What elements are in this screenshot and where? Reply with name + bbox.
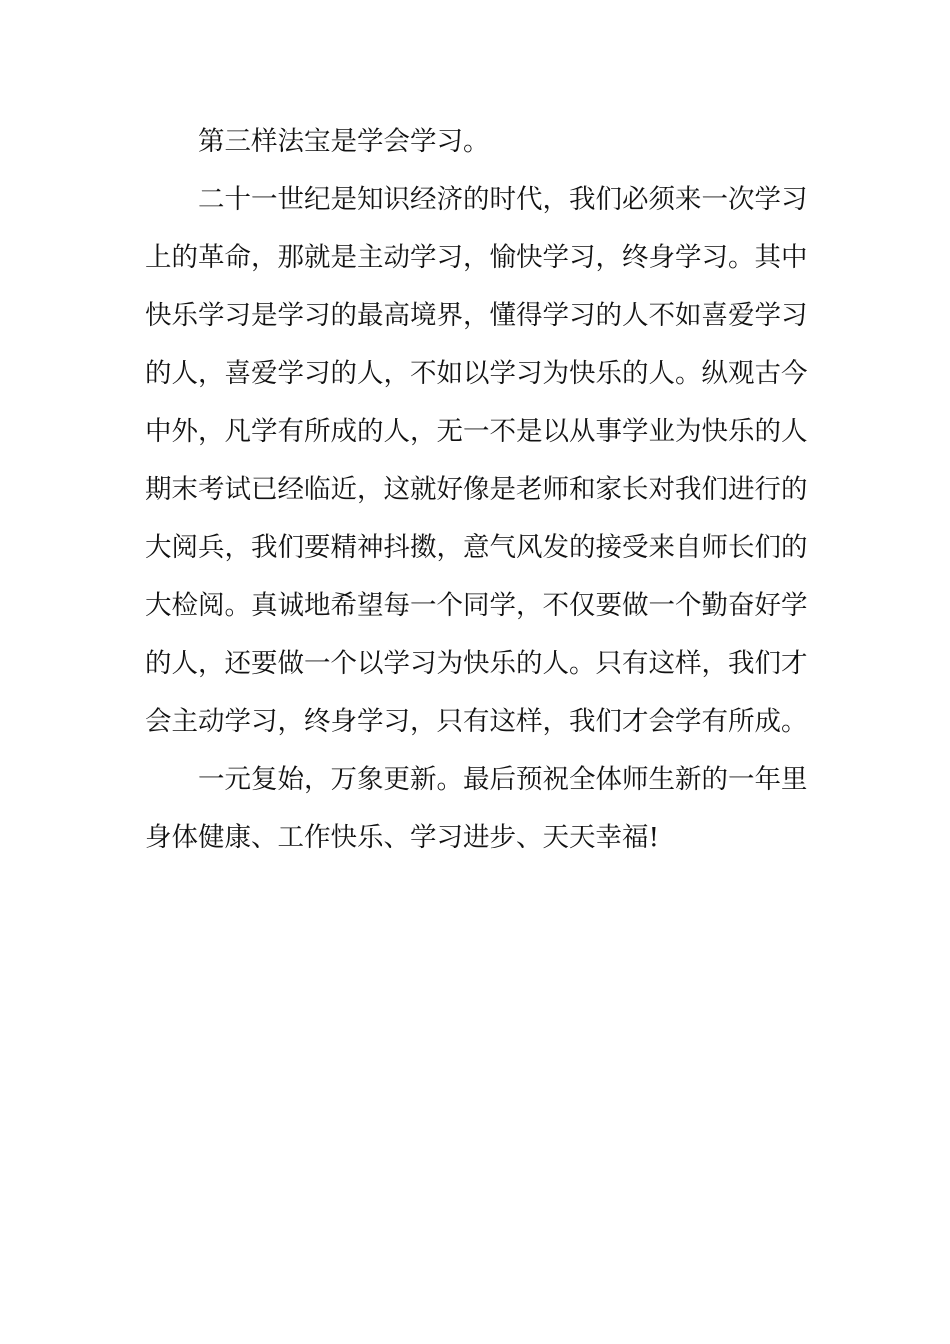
document-body <box>145 113 810 867</box>
text-line: 二十一世纪是知识经济的时代，我们必须来一次学习 <box>198 184 808 215</box>
text-line: 一元复始，万象更新。最后预祝全体师生新的一年里 <box>198 764 808 795</box>
text-line: 第三样法宝是学会学习。 <box>198 126 490 157</box>
paragraph-3 <box>145 751 810 867</box>
paragraph-1 <box>145 113 810 171</box>
text-line: 大检阅。真诚地希望每一个同学，不仅要做一个勤奋好学 <box>145 590 808 621</box>
paragraph-2 <box>145 171 810 751</box>
text-line: 上的革命，那就是主动学习，愉快学习，终身学习。其中 <box>145 242 808 273</box>
text-line: 期末考试已经临近，这就好像是老师和家长对我们进行的 <box>145 474 808 505</box>
text-line: 身体健康、工作快乐、学习进步、天天幸福! <box>145 822 660 853</box>
text-line: 的人，喜爱学习的人，不如以学习为快乐的人。纵观古今 <box>145 358 808 389</box>
text-line: 大阅兵，我们要精神抖擞，意气风发的接受来自师长们的 <box>145 532 808 563</box>
text-line: 的人，还要做一个以学习为快乐的人。只有这样，我们才 <box>145 648 808 679</box>
text-line: 中外，凡学有所成的人，无一不是以从事学业为快乐的人 <box>145 416 808 447</box>
text-line: 快乐学习是学习的最高境界，懂得学习的人不如喜爱学习 <box>145 300 808 331</box>
text-line: 会主动学习，终身学习，只有这样，我们才会学有所成。 <box>145 706 808 737</box>
